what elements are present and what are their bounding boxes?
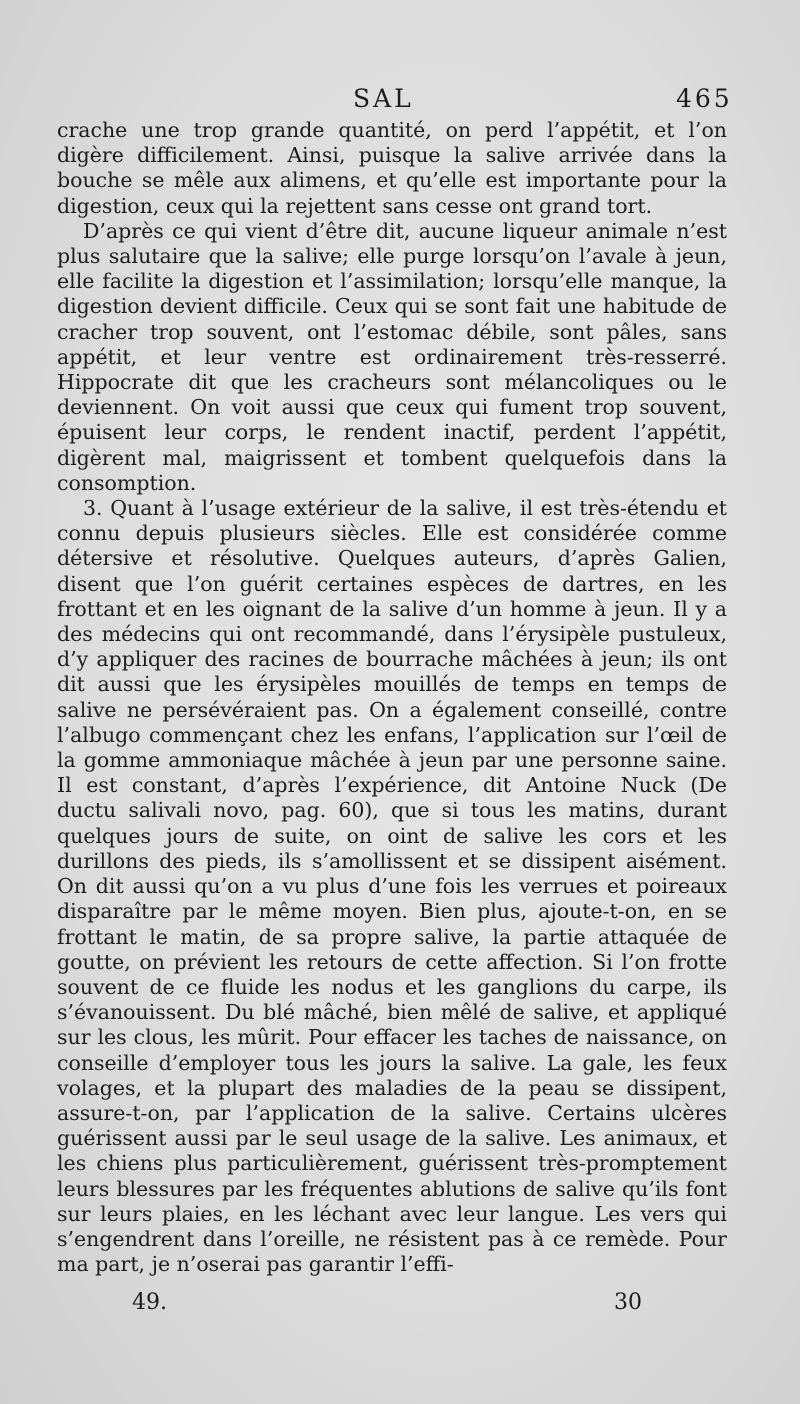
signature-mark: 49.: [132, 1290, 167, 1315]
page-footer: [0, 1282, 800, 1322]
running-title: SAL: [353, 84, 414, 113]
paragraph-2: D’après ce qui vient d’être dit, aucune liqueur animale n’est plus salutaire que la salive; elle purge lorsqu’on l’avale à jeun, elle facilite la digestion et l’assimilation; lorsqu’elle manque, la digestion devient difficile. Ceux qui se sont fait une habitude de cracher trop souvent, ont l’estomac débile, sont pâles, sans appétit, et leur ventre est ordinairement très-resserré. Hippocrate dit que les cracheurs sont mélancoliques ou le deviennent. On voit aussi que ceux qui fument trop souvent, épuisent leur corps, le rendent inactif, perdent l’appétit, digèrent mal, maigrissent et tombent quelquefois dans la consomption.: [57, 218, 727, 495]
running-header: [0, 84, 800, 116]
page-number: 465: [676, 84, 733, 113]
paragraph-3: 3. Quant à l’usage extérieur de la salive, il est très-étendu et connu depuis plusieurs siècles. Elle est considérée comme détersive et résolutive. Quelques auteurs, d’après Galien, disent que l’on guérit certaines espèces de dartres, en les frottant et en les oignant de la salive d’un homme à jeun. Il y a des médecins qui ont recommandé, dans l’érysipèle pustuleux, d’y appliquer des racines de bourrache mâchées à jeun; ils ont dit aussi que les érysipèles mouillés de temps en temps de salive ne persévéraient pas. On a également conseillé, contre l’albugo commençant chez les enfans, l’application sur l’œil de la gomme ammoniaque mâchée à jeun par une personne saine. Il est constant, d’après l’expérience, dit Antoine Nuck (De ductu salivali novo, pag. 60), que si tous les matins, durant quelques jours de suite, on oint de salive les cors et les durillons des pieds, ils s’amollissent et se dissipent aisément. On dit aussi qu’on a vu plus d’une fois les verrues et poireaux disparaître par le même moyen. Bien plus, ajoute-t-on, en se frottant le matin, de sa propre salive, la partie attaquée de goutte, on prévient les retours de cette affection. Si l’on frotte souvent de ce fluide les nodus et les ganglions du carpe, ils s’évanouissent. Du blé mâché, bien mêlé de salive, et appliqué sur les clous, les mûrit. Pour effacer les taches de naissance, on conseille d’employer tous les jours la salive. La gale, les feux volages, et la plupart des maladies de la peau se dissipent, assure-t-on, par l’application de la salive. Certains ulcères guérissent aussi par le seul usage de la salive. Les animaux, et les chiens plus particulièrement, guérissent très-promptement leurs blessures par les fréquentes ablutions de salive qu’ils font sur leurs plaies, en les léchant avec leur langue. Les vers qui s’engendrent dans l’oreille, ne résistent pas à ce remède. Pour ma part, je n’oserai pas garantir l’effi-: [57, 496, 727, 1277]
page-body: [57, 118, 727, 1277]
paragraph-1: crache une trop grande quantité, on perd l’appétit, et l’on digère difficilement. Ainsi, puisque la salive arrivée dans la bouche se mêle aux alimens, et qu’elle est importante pour la digestion, ceux qui la rejettent sans cesse ont grand tort.: [57, 118, 727, 218]
footer-number: 30: [614, 1290, 642, 1315]
